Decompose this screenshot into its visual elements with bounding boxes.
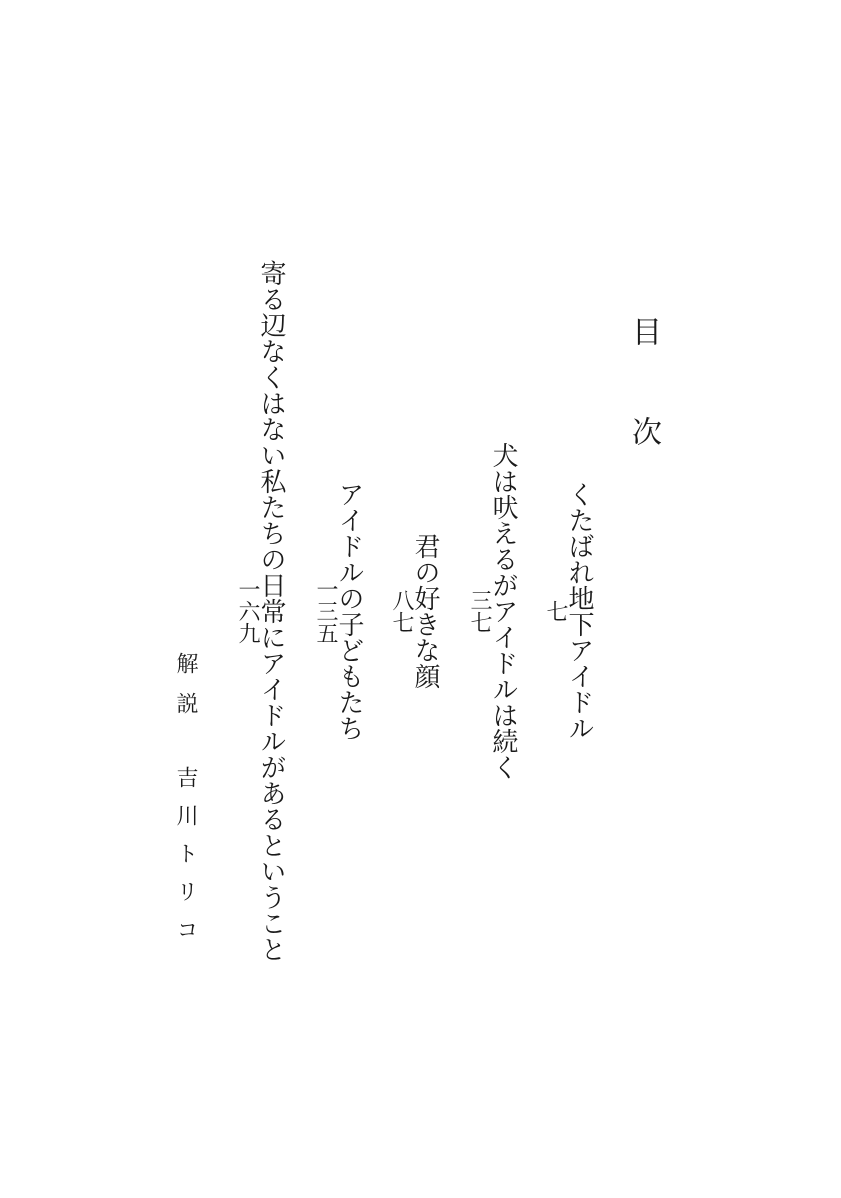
toc-entry-3[interactable] [389,228,440,994]
toc-entry-2[interactable] [467,228,518,994]
toc-entry-1[interactable] [543,228,594,994]
toc-entry-title: アイドルの子どもたち [334,481,364,741]
toc-entry-page: 一三五 [313,578,338,644]
toc-entry-title: 寄る辺なくはない私たちの日常にアイドルがあるということ [256,260,286,962]
commentary-label: 解説 [173,652,198,732]
toc-entry-title: 犬は吠えるがアイドルは続く [488,442,518,780]
toc-heading [626,316,661,446]
toc-heading-first: 目 [626,316,661,346]
toc-entry-4[interactable] [313,228,364,994]
toc-entry-page: 八七 [389,589,414,633]
commentary-credit [174,652,196,956]
toc-heading-second: 次 [626,416,661,446]
toc-entry-title: くたばれ地下アイドル [564,481,594,741]
toc-entry-page: 一六九 [235,578,260,644]
toc-entry-page: 七 [543,600,568,622]
toc-entry-5[interactable] [235,228,286,994]
toc-entry-title: 君の好きな顔 [410,533,440,689]
commentary-author: 吉川トリコ [173,766,198,956]
toc-entry-page: 三七 [467,589,492,633]
